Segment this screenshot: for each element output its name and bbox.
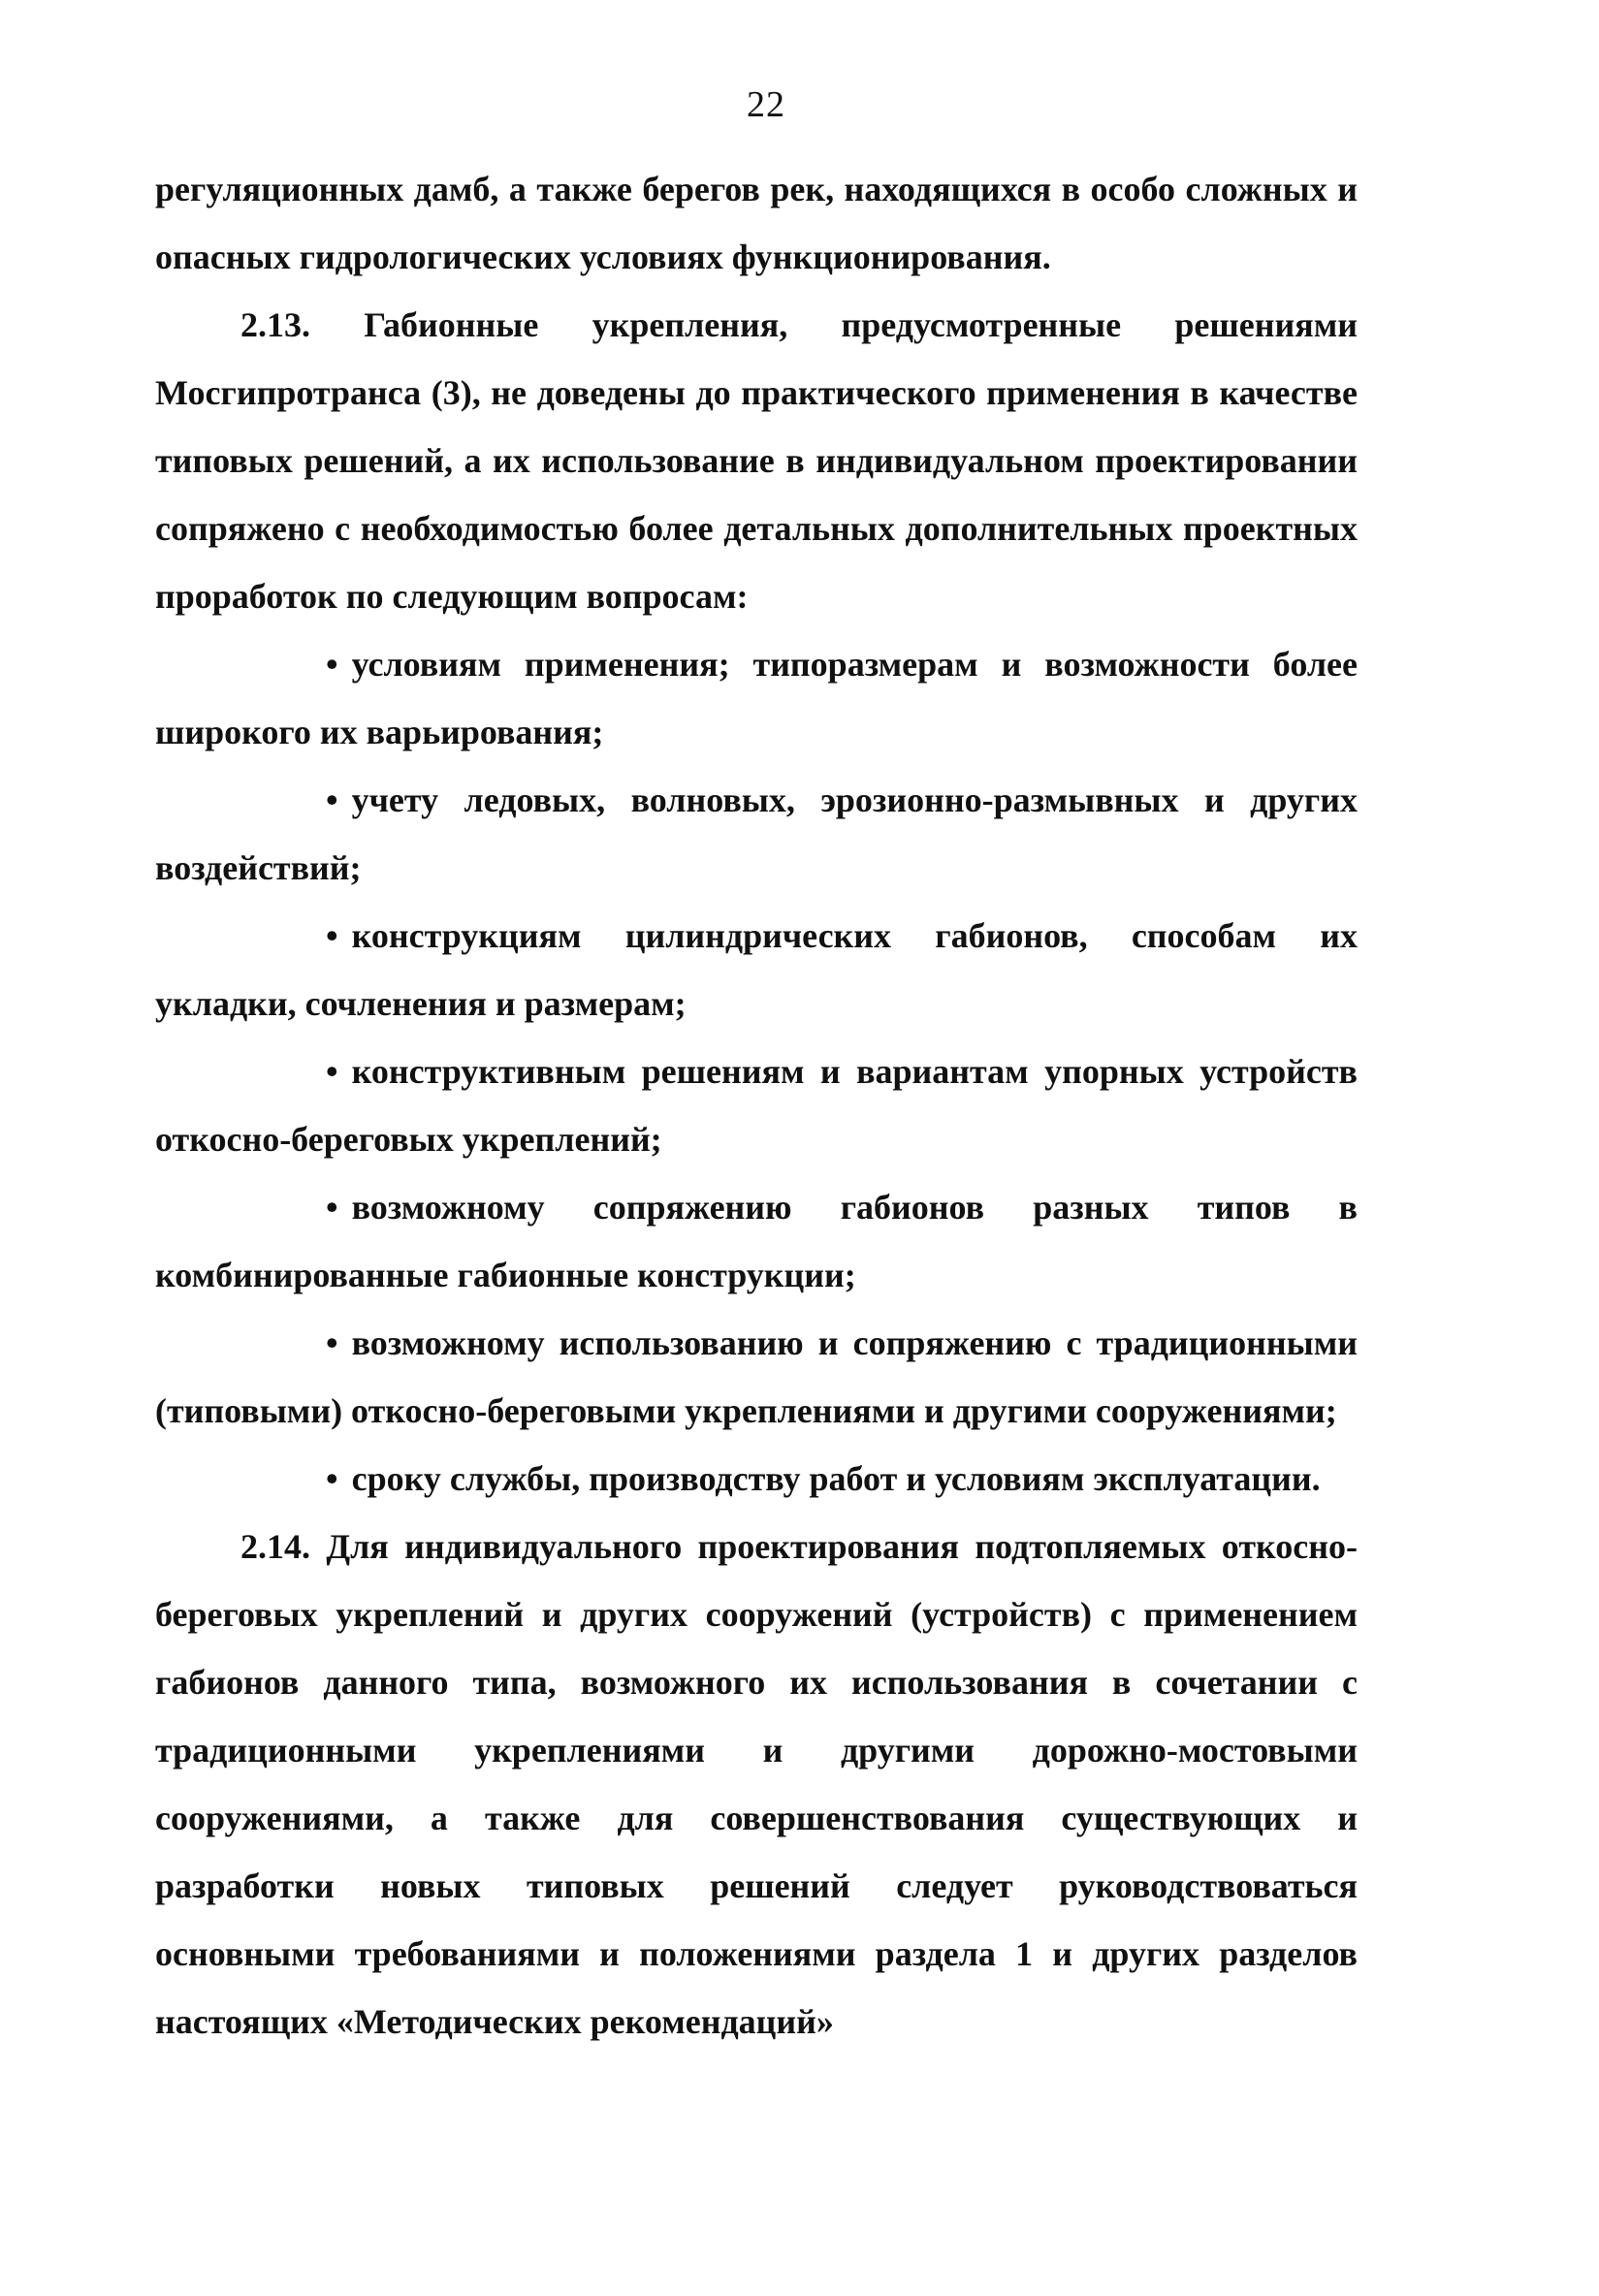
bullet-item xyxy=(155,1445,1358,1513)
bullet-item xyxy=(155,1037,1358,1173)
bullet-item xyxy=(155,766,1358,902)
bullet-text: конструкциям цилиндрических габионов, способам их укладки, сочленения и размерам; xyxy=(155,916,1358,1023)
bullet-text: возможному использованию и сопряжению с традиционными (типовыми) откосно-береговыми укреплениями и другими сооружениями; xyxy=(155,1323,1358,1430)
page-number: 22 xyxy=(747,84,785,125)
bullet-mark: • xyxy=(326,645,338,684)
document-body xyxy=(155,155,1358,2056)
bullet-item xyxy=(155,902,1358,1037)
bullet-text: условиям применения; типоразмерам и возможности более широкого их варьирования; xyxy=(155,645,1358,751)
paragraph-2-14: 2.14. Для индивидуального проектирования подтопляемых откосно-береговых укреплений и других сооружений (устройств) с применением габионов данного типа, возможного их использования в сочетании с традиционными укреплениями и другими дорожно-мостовыми сооружениями, а также для совершенствования существующих и разработки новых типовых решений следует руководствоваться основными требованиями и положениями раздела 1 и других разделов настоящих «Методических рекомендаций» xyxy=(155,1527,1358,2041)
paragraph-2-13: 2.13. Габионные укрепления, предусмотренные решениями Мосгипротранса (3), не доведены до практического применения в качестве типовых решений, а их использование в индивидуальном проектировании сопряжено с необходимостью более детальных дополнительных проектных проработок по следующим вопросам: xyxy=(155,305,1358,616)
bullet-mark: • xyxy=(326,1323,338,1362)
bullet-text: учету ледовых, волновых, эрозионно-размывных и других воздействий; xyxy=(155,781,1358,887)
bullet-item xyxy=(155,1309,1358,1445)
bullet-mark: • xyxy=(326,1052,338,1091)
bullet-text: возможному сопряжению габионов разных типов в комбинированные габионные конструкции; xyxy=(155,1188,1358,1294)
bullet-item xyxy=(155,630,1358,766)
bullet-mark: • xyxy=(326,1459,338,1498)
bullet-text: сроку службы, производству работ и условиям эксплуатации. xyxy=(351,1459,1321,1498)
bullet-mark: • xyxy=(326,916,338,955)
paragraph-continuation: регуляционных дамб, а также берегов рек, находящихся в особо сложных и опасных гидрологических условиях функционирования. xyxy=(155,170,1358,276)
bullet-mark: • xyxy=(326,1188,338,1227)
bullet-mark: • xyxy=(326,781,338,819)
bullet-text: конструктивным решениям и вариантам упорных устройств откосно-береговых укреплений; xyxy=(155,1052,1358,1159)
bullet-item xyxy=(155,1173,1358,1309)
